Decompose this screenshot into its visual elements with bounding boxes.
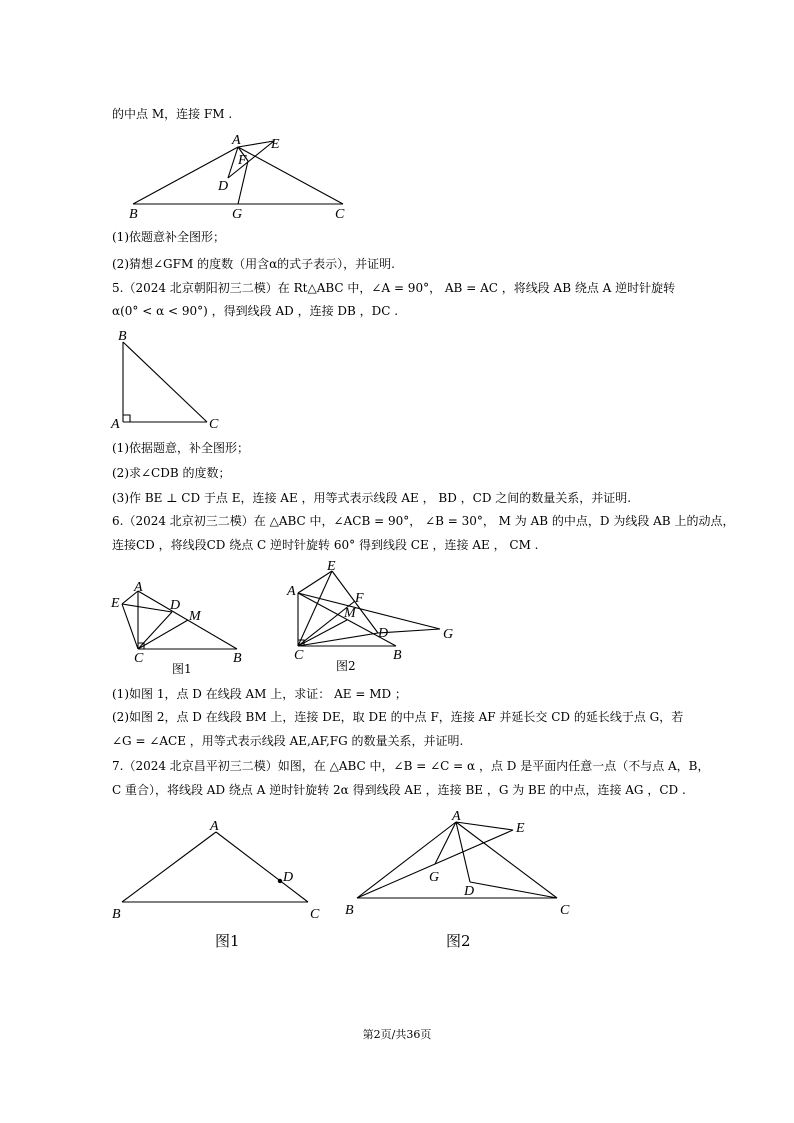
text-line: 5.（2024 北京朝阳初三二模）在 Rt△ABC 中，∠A = 90°， AB = AC ，将线段 AB 绕点 A 逆时针旋转 (112, 281, 676, 295)
point-label: E (327, 559, 336, 574)
point-label: C (209, 417, 219, 432)
text-line: (1)如图 1，点 D 在线段 AM 上，求证： AE = MD ； (112, 687, 407, 701)
point-label: G (232, 207, 243, 222)
point-label: C (560, 903, 570, 918)
text-line: (1)依题意补全图形； (112, 230, 225, 244)
text-line: 的中点 M，连接 FM . (112, 107, 233, 121)
point-label: G (443, 627, 454, 642)
point-label: A (452, 809, 461, 824)
point-label: E (111, 596, 120, 611)
figure-caption: 图2 (336, 659, 356, 673)
point-label: B (129, 207, 138, 222)
point-label: D (283, 870, 294, 885)
point-label: A (111, 417, 120, 432)
point-label: B (345, 903, 354, 918)
figure-caption: 图1 (215, 932, 240, 950)
text-line: (2)猜想∠GFM 的度数（用含α的式子表示），并证明. (112, 257, 395, 271)
point-label: D (378, 626, 389, 641)
figure-caption: 图2 (446, 932, 471, 950)
point-label: M (344, 606, 356, 621)
text-line: 连接CD ，将线段CD 绕点 C 逆时针旋转 60° 得到线段 CE ，连接 AE ， CM . (112, 538, 539, 552)
point-label: A (287, 584, 296, 599)
page-footer: 第2页/共36页 (362, 1028, 432, 1041)
point-label: B (112, 907, 121, 922)
point-label: D (218, 179, 229, 194)
point-label: B (233, 651, 242, 666)
text-line: (1)依据题意，补全图形； (112, 441, 249, 455)
point-label: B (118, 329, 127, 344)
point-label: G (429, 870, 440, 885)
point-label: C (335, 207, 345, 222)
text-line: 6.（2024 北京初三二模）在 △ABC 中，∠ACB = 90°， ∠B = 30°， M 为 AB 的中点，D 为线段 AB 上的动点， (112, 514, 735, 528)
text-line: C 重合），将线段 AD 绕点 A 逆时针旋转 2α 得到线段 AE ，连接 BE ，G 为 BE 的中点，连接 AG ，CD . (112, 783, 686, 797)
text-line: α(0° < α < 90°) ，得到线段 AD ，连接 DB ，DC . (112, 304, 399, 318)
figure-caption: 图1 (172, 662, 192, 676)
text-line: (2)求∠CDB 的度数； (112, 466, 231, 480)
point-label: F (238, 153, 247, 168)
point-label: B (393, 648, 402, 663)
text-line: 7.（2024 北京昌平初三二模）如图，在 △ABC 中，∠B = ∠C = α ，点 D 是平面内任意一点（不与点 A，B， (112, 759, 710, 773)
point-label: C (294, 648, 304, 663)
point-label: A (134, 580, 143, 595)
point-label: F (355, 591, 364, 606)
point-label: E (271, 137, 280, 152)
point-label: A (210, 819, 219, 834)
text-line: ∠G = ∠ACE ，用等式表示线段 AE,AF,FG 的数量关系，并证明. (112, 734, 464, 748)
point-label: C (310, 907, 320, 922)
point-label: M (189, 609, 201, 624)
text-line: (2)如图 2，点 D 在线段 BM 上，连接 DE，取 DE 的中点 F，连接 AF 并延长交 CD 的延长线于点 G，若 (112, 710, 684, 724)
text-line: (3)作 BE ⊥ CD 于点 E，连接 AE ，用等式表示线段 AE ， BD ，CD 之间的数量关系，并证明. (112, 491, 632, 505)
point-label: C (134, 651, 144, 666)
point-label: A (232, 133, 241, 148)
point-label: D (170, 598, 181, 613)
point-label: D (464, 884, 475, 899)
point-label: E (516, 821, 525, 836)
